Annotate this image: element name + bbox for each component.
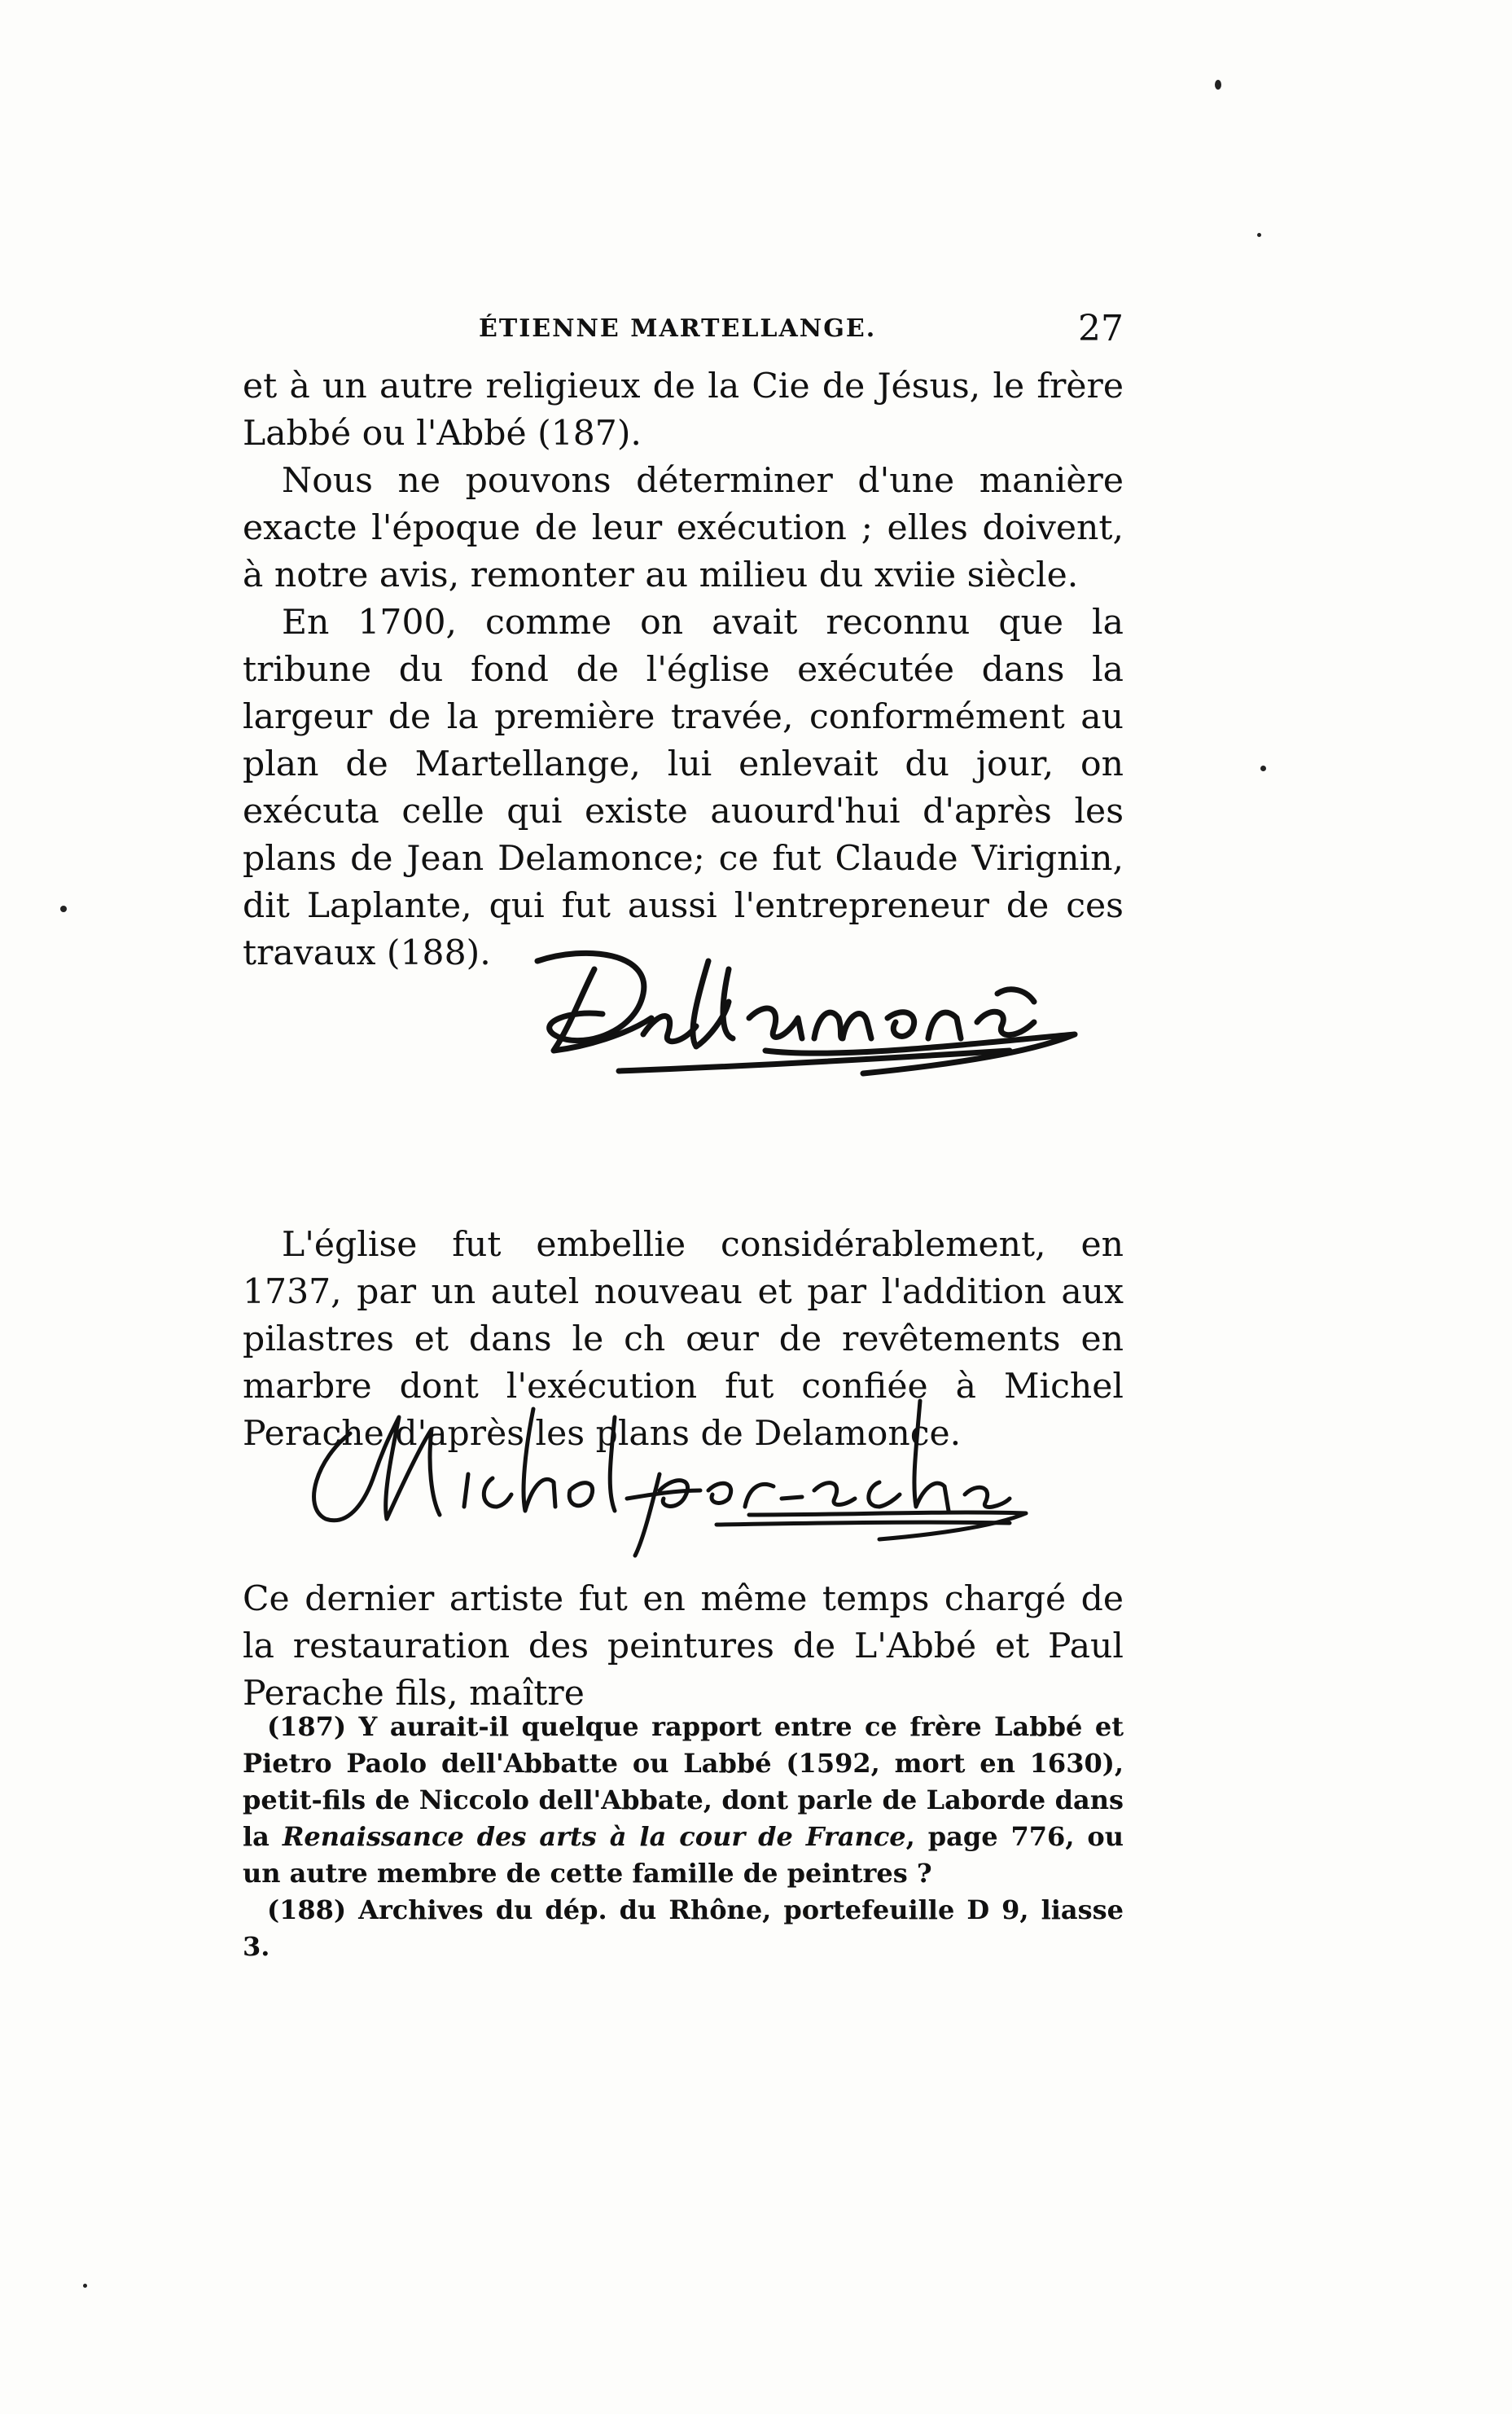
paragraph-1: et à un autre religieux de la Cie de Jésus, le frère Labbé ou l'Abbé (187).	[243, 366, 1124, 454]
signature-perache-drawing	[293, 1385, 1124, 1564]
footnotes	[243, 1709, 1124, 1965]
signature-delamonce-drawing	[521, 937, 1107, 1099]
running-header	[243, 308, 1124, 357]
footnote-187-text-b: , page 776, ou un autre membre de cette famille de peintres ?	[243, 1821, 1124, 1889]
signature-michel-perache	[293, 1385, 1124, 1564]
paragraph-4: L'église fut embellie considérablement, en 1737, par un autel nouveau et par l'addition aux pilastres et dans le ch œur de revêtements en marbre dont l'exécution fut confiée à Michel Perache d'après les plans de Delamonce.	[243, 1225, 1124, 1454]
paragraph-2: Nous ne pouvons déterminer d'une manière exacte l'époque de leur exécution ; elles doivent, à notre avis, remonter au milieu du xviie siècle.	[243, 461, 1124, 595]
page-number: 27	[1078, 308, 1124, 349]
footnote-187-text-a: (187) Y aurait-il quelque rapport entre ce frère Labbé et Pietro Paolo dell'Abbatte ou Labbé (1592, mort en 1630), petit-fils de Niccolo dell'Abbate, dont parle de Laborde dans la	[243, 1711, 1124, 1852]
main-text-3	[243, 1576, 1124, 1718]
paragraph-5: Ce dernier artiste fut en même temps chargé de la restauration des peintures de L'Abbé et Paul Perache fils, maître	[243, 1579, 1124, 1714]
scan-speck	[1215, 80, 1221, 90]
scan-speck	[83, 2284, 87, 2288]
footnote-188: (188) Archives du dép. du Rhône, portefeuille D 9, liasse 3.	[243, 1894, 1124, 1962]
running-title: ÉTIENNE MARTELLANGE.	[479, 314, 877, 343]
scan-speck	[60, 906, 67, 912]
paragraph-3: En 1700, comme on avait reconnu que la tribune du fond de l'église exécutée dans la largeur de la première travée, conformément au plan de Martellange, lui enlevait du jour, on exécuta celle qui existe auourd'hui d'après les plans de Jean Delamonce; ce fut Claude Virignin, dit Laplante, qui fut aussi l'entrepreneur de ces travaux (188).	[243, 603, 1124, 973]
main-text	[243, 363, 1124, 977]
scan-speck	[1257, 233, 1261, 237]
footnote-187	[243, 1709, 1124, 1892]
signature-delamonce	[521, 937, 1107, 1099]
footnote-187-title: Renaissance des arts à la cour de France	[282, 1821, 906, 1852]
scan-speck	[1260, 766, 1266, 771]
